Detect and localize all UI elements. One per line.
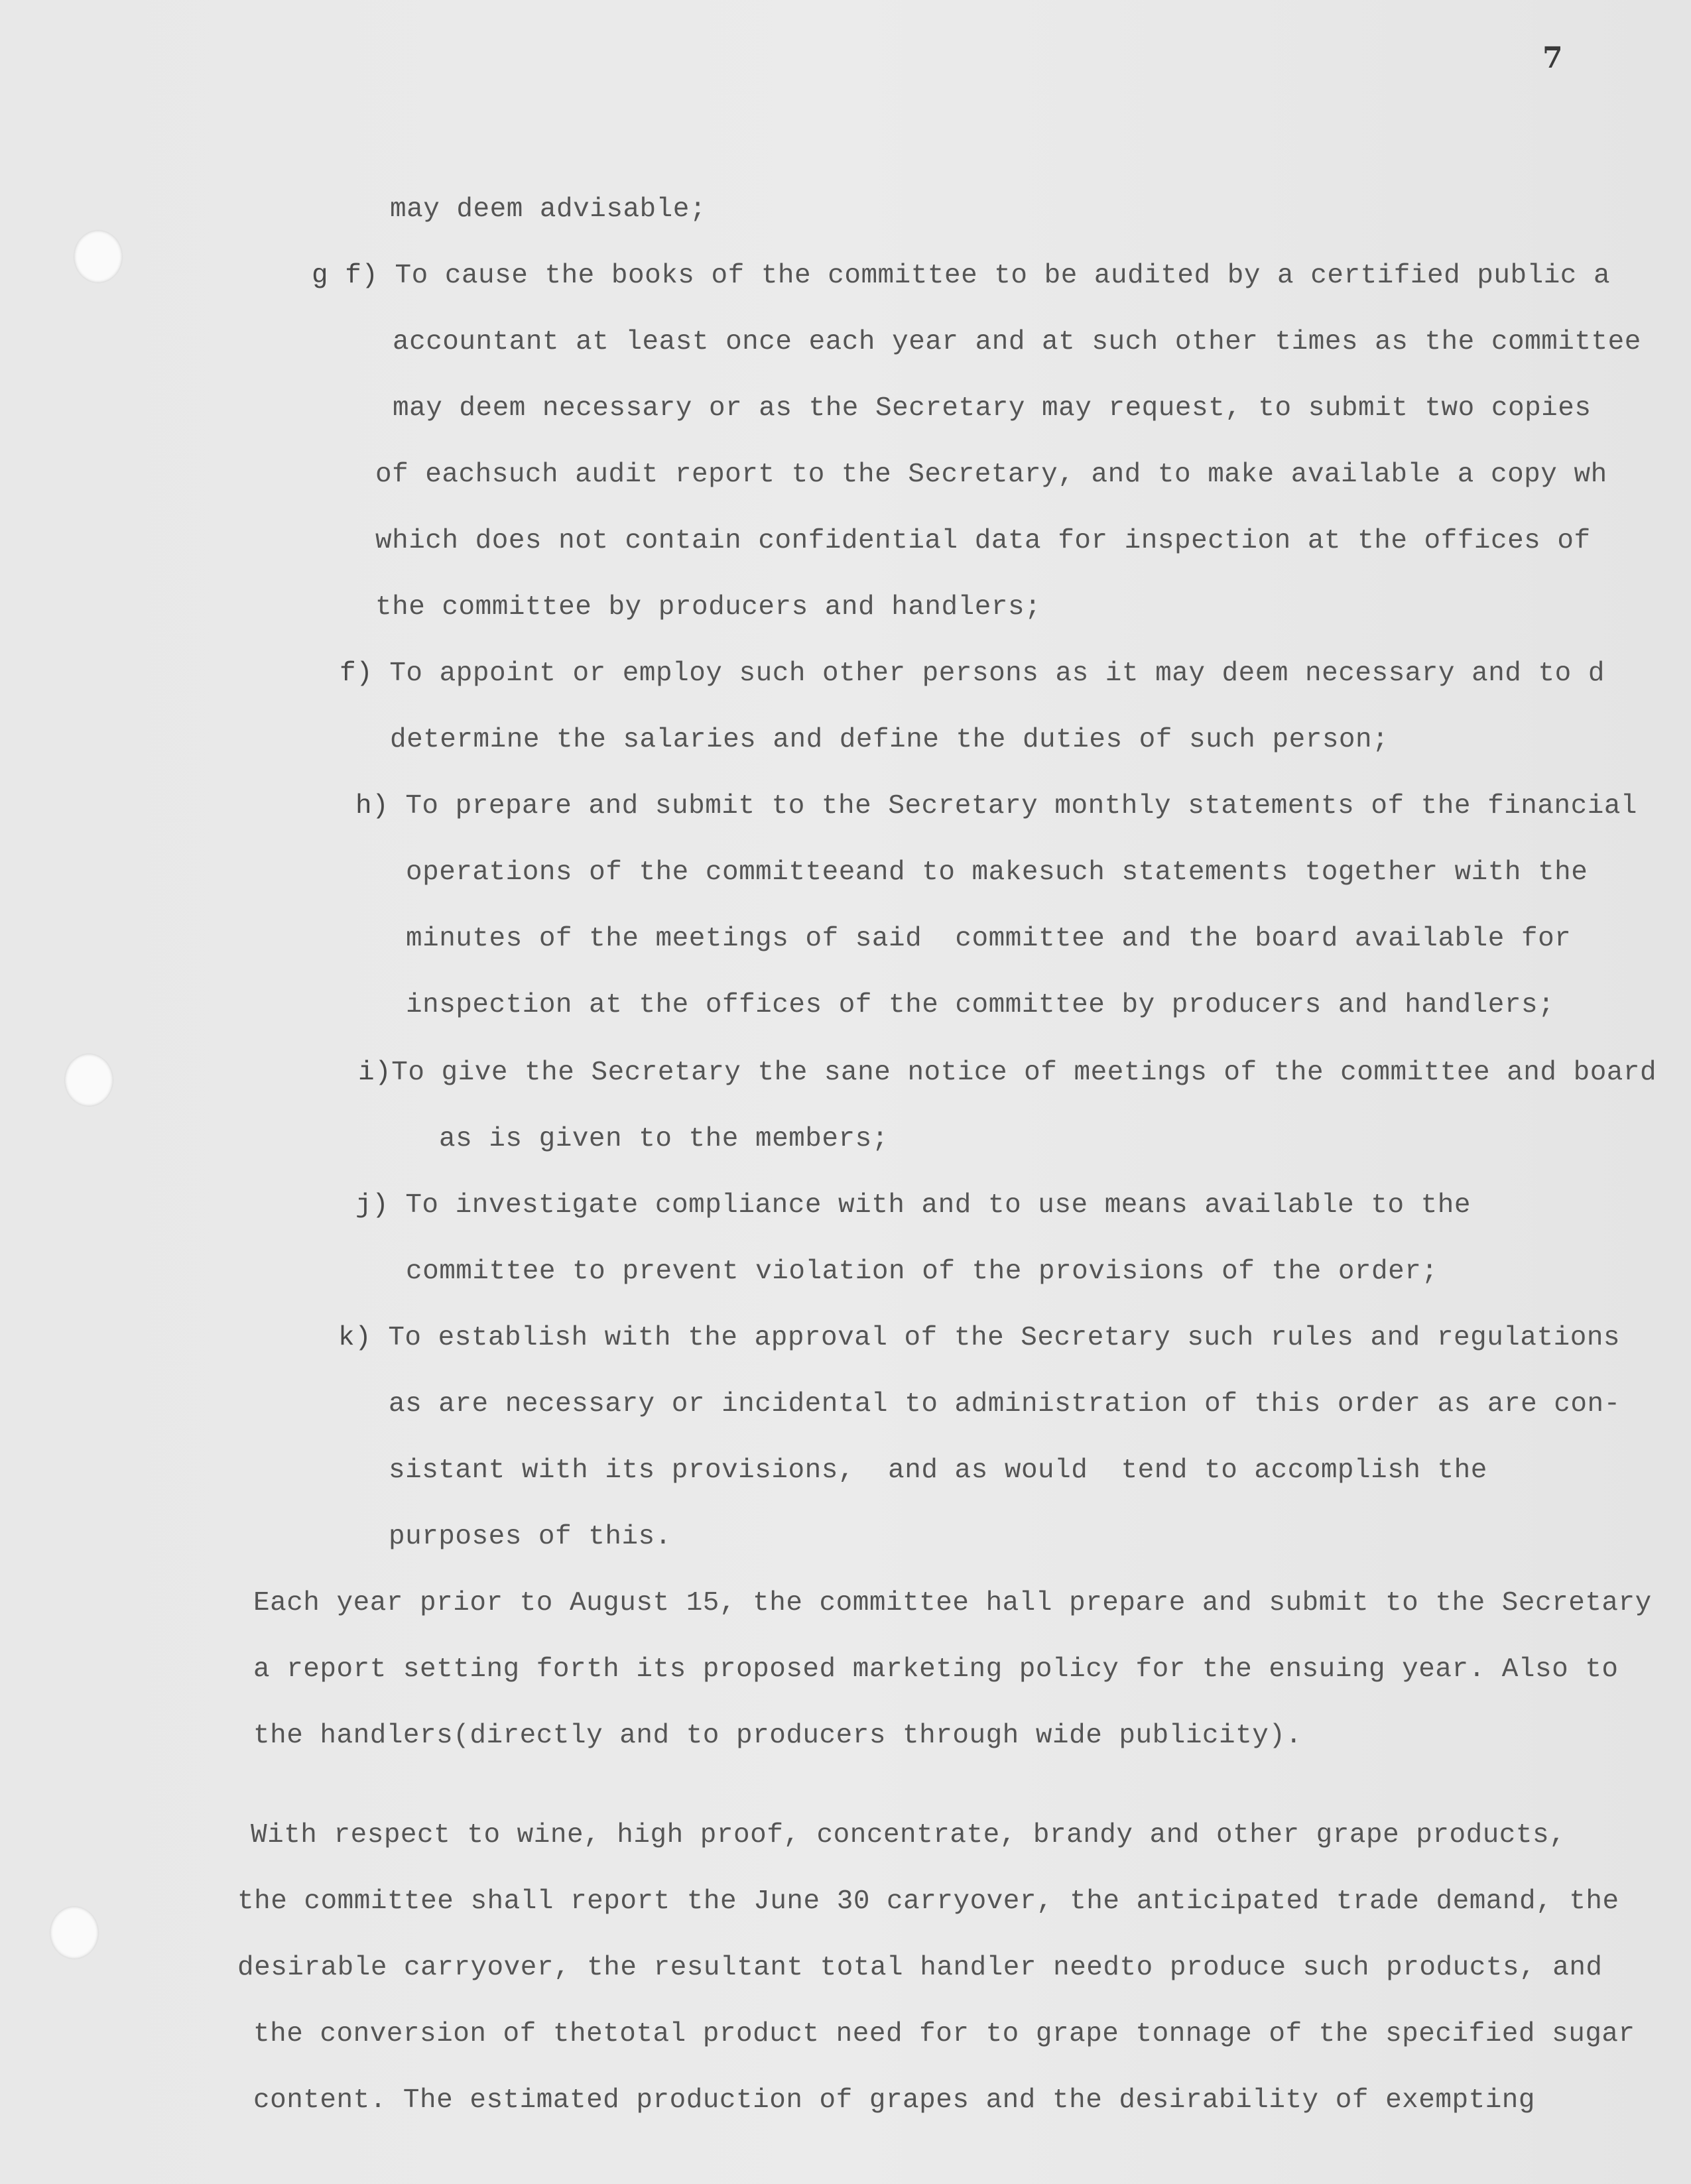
paragraph-line: the conversion of thetotal product need for to grape tonnage of the specified sugar	[253, 2019, 1635, 2049]
item-label: h)	[355, 791, 389, 821]
item-label: g f)	[312, 261, 379, 291]
paragraph-line: desirable carryover, the resultant total handler needto produce such products, and	[237, 1953, 1603, 1983]
text-line: operations of the committeeand to makesuch statements together with the	[406, 857, 1588, 888]
text-line: purposes of this.	[389, 1522, 672, 1552]
text-line: committee to prevent violation of the provisions of the order;	[406, 1256, 1438, 1287]
list-item-k: k) To establish with the approval of the Secretary such rules and regulations	[338, 1323, 1621, 1353]
list-item-h: h) To prepare and submit to the Secretary monthly statements of the financial	[355, 791, 1638, 821]
list-item-f: f) To appoint or employ such other persons as it may deem necessary and to d	[340, 658, 1605, 689]
text-line: accountant at least once each year and at such other times as the committee	[393, 327, 1641, 357]
list-item-j: j) To investigate compliance with and to use means available to the	[355, 1190, 1471, 1221]
text-line: as are necessary or incidental to administration of this order as are con-	[389, 1389, 1621, 1420]
paragraph-line: content. The estimated production of grapes and the desirability of exempting	[253, 2085, 1536, 2116]
list-item-g: g f) To cause the books of the committee to be audited by a certified public a	[312, 261, 1611, 291]
text-line: inspection at the offices of the committee by producers and handlers;	[406, 990, 1555, 1020]
text-line: of eachsuch audit report to the Secretary, and to make available a copy wh	[375, 459, 1607, 490]
item-label: k)	[338, 1323, 372, 1353]
paragraph-line: a report setting forth its proposed marketing policy for the ensuing year. Also to	[253, 1654, 1619, 1685]
item-label: j)	[355, 1190, 389, 1221]
punch-hole	[65, 1054, 113, 1106]
item-label: f)	[340, 658, 373, 689]
text-line: determine the salaries and define the duties of such person;	[390, 725, 1389, 755]
punch-hole	[50, 1907, 98, 1959]
paragraph-line: With respect to wine, high proof, concentrate, brandy and other grape products,	[251, 1820, 1566, 1850]
text-line: minutes of the meetings of said committee and the board available for	[406, 924, 1572, 954]
text-line: may deem advisable;	[390, 194, 706, 225]
paragraph-line: the committee shall report the June 30 carryover, the anticipated trade demand, the	[237, 1886, 1619, 1917]
page-number: 7	[1542, 41, 1563, 75]
text-line: which does not contain confidential data for inspection at the offices of	[375, 526, 1591, 556]
list-item-i: i)To give the Secretary the sane notice of meetings of the committee and board	[358, 1058, 1657, 1088]
paragraph-line: the handlers(directly and to producers through wide publicity).	[253, 1721, 1302, 1751]
text-line: the committee by producers and handlers;	[375, 592, 1042, 623]
punch-hole	[74, 231, 122, 282]
text-line: sistant with its provisions, and as would tend to accomplish the	[389, 1455, 1487, 1486]
text-line: may deem necessary or as the Secretary may request, to submit two copies	[393, 393, 1592, 424]
text-line: as is given to the members;	[439, 1124, 889, 1154]
item-label: i)	[358, 1058, 392, 1088]
paragraph-line: Each year prior to August 15, the committee hall prepare and submit to the Secretary	[253, 1588, 1652, 1618]
